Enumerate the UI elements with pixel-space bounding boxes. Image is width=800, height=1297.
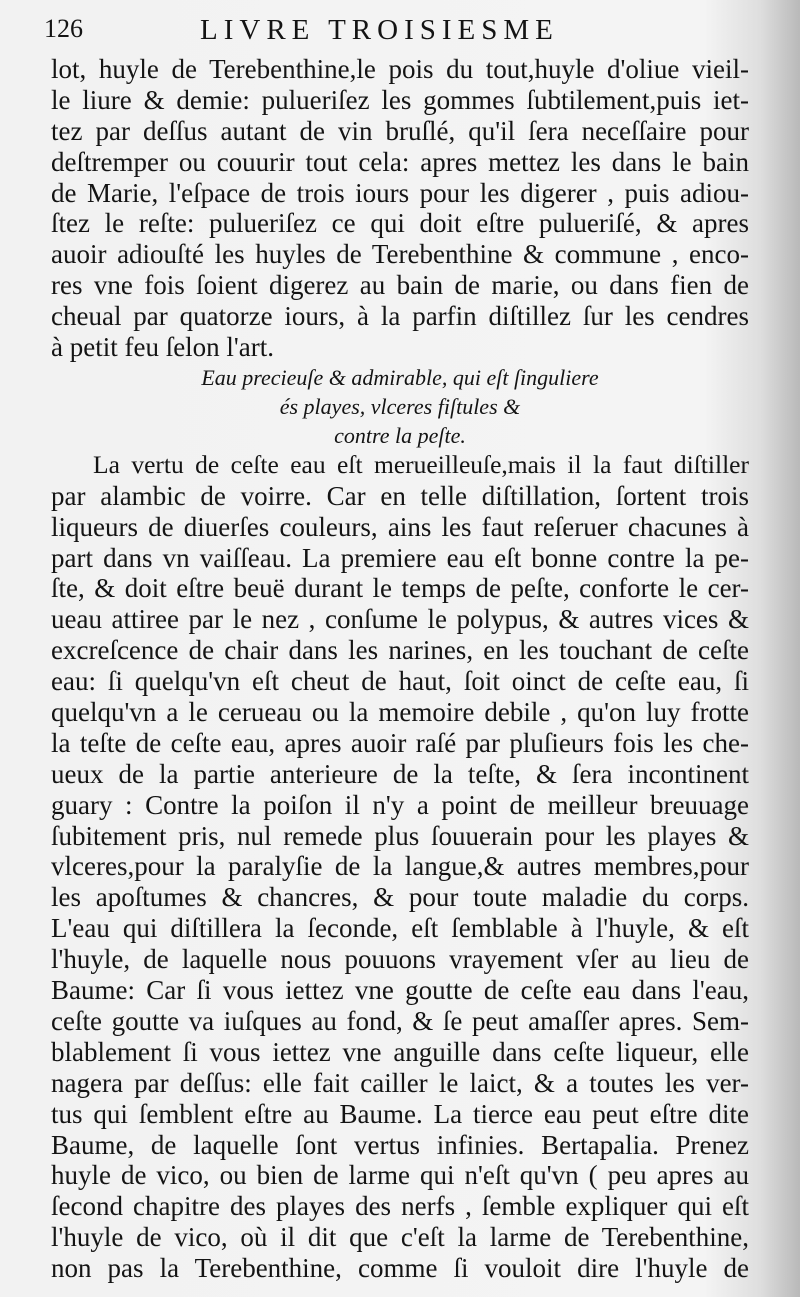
text-line: non pas la Terebenthine, comme ſi vouloit dire l'huyle de xyxy=(51,1253,749,1284)
section-heading-line: és playes, vlceres fiſtules & xyxy=(279,393,521,419)
text-line: deſtremper ou couurir tout cela: apres mettez les dans le bain xyxy=(51,146,749,177)
text-line: vlceres,pour la paralyſie de la langue,& autres membres,pour xyxy=(51,851,749,882)
text-line: tez par deſſus autant de vin bruſlé, qu'il ſera neceſſaire pour xyxy=(51,115,749,146)
text-line: cheual par quatorze iours, à la parfin diſtillez ſur les cendres xyxy=(51,301,749,332)
text-line: le liure & demie: pulueriſez les gommes ſubtilement,puis iet- xyxy=(51,84,749,115)
text-line: res vne fois ſoient digerez au bain de marie, ou dans fien de xyxy=(51,270,749,301)
text-line: les apoſtumes & chancres, & pour toute maladie du corps. xyxy=(51,882,749,913)
page-number: 126 xyxy=(44,14,83,43)
text-line: Baume: Car ſi vous iettez vne goutte de ceſte eau dans l'eau, xyxy=(51,975,749,1006)
body-text xyxy=(51,54,749,1284)
text-line: nagera par deſſus: elle fait cailler le laict, & a toutes les ver- xyxy=(51,1067,749,1098)
text-line: L'eau qui diſtillera la ſeconde, eſt ſemblable à l'huyle, & eſt xyxy=(51,913,749,944)
text-line: ueux de la partie anterieure de la teſte, & ſera incontinent xyxy=(51,758,749,789)
text-line: quelqu'vn a le cerueau ou la memoire debile , qu'on luy frotte xyxy=(51,697,749,728)
running-title: LIVRE TROISIESME xyxy=(200,14,559,46)
text-line: par alambic de voirre. Car en telle diſtillation, ſortent trois xyxy=(51,480,749,511)
text-line: la teſte de ceſte eau, apres auoir raſé par pluſieurs fois les che- xyxy=(51,727,749,758)
text-line: ſtez le reſte: pulueriſez ce qui doit eſtre pulueriſé, & apres xyxy=(51,208,749,239)
text-line: auoir adiouſté les huyles de Terebenthine & commune , enco- xyxy=(51,239,749,270)
text-line: guary : Contre la poiſon il n'y a point de meilleur breuuage xyxy=(51,789,749,820)
text-line: lot, huyle de Terebenthine,le pois du tout,huyle d'oliue vieil- xyxy=(51,54,749,84)
text-line: l'huyle, de laquelle nous pouuons vrayement vſer au lieu de xyxy=(51,944,749,975)
page-header xyxy=(44,14,760,50)
text-line: à petit feu ſelon l'art. xyxy=(51,332,275,363)
text-line: liqueurs de diuerſes couleurs, ains les faut reſeruer chacunes à xyxy=(51,511,749,542)
text-line: ceſte goutte va iuſques au fond, & ſe peut amaſſer apres. Sem- xyxy=(51,1005,749,1036)
text-line: l'huyle de vico, où il dit que c'eſt la larme de Terebenthine, xyxy=(51,1222,749,1253)
text-line: de Marie, l'eſpace de trois iours pour les digerer , puis adiou- xyxy=(51,177,749,208)
text-line: huyle de vico, ou bien de larme qui n'eſt qu'vn ( peu apres au xyxy=(51,1160,749,1191)
text-line: blablement ſi vous iettez vne anguille dans ceſte liqueur, elle xyxy=(51,1036,749,1067)
text-line: ſecond chapitre des playes des nerfs , ſemble expliquer qui eſt xyxy=(51,1191,749,1222)
text-line: ſubitement pris, nul remede plus ſouuerain pour les playes & xyxy=(51,820,749,851)
text-line: ſte, & doit eſtre beuë durant le temps de peſte, conforte le cer- xyxy=(51,573,749,604)
text-line: excreſcence de chair dans les narines, en les touchant de ceſte xyxy=(51,635,749,666)
text-line: tus qui ſemblent eſtre au Baume. La tierce eau peut eſtre dite xyxy=(51,1098,749,1129)
text-line: ueau attiree par le nez , conſume le polypus, & autres vices & xyxy=(51,604,749,635)
text-line: eau: ſi quelqu'vn eſt cheut de haut, ſoit oinct de ceſte eau, ſi xyxy=(51,666,749,697)
section-heading-line: Eau precieuſe & admirable, qui eſt ſinguliere xyxy=(201,364,599,390)
text-line: Baume, de laquelle ſont vertus infinies. Bertapalia. Prenez xyxy=(51,1129,749,1160)
text-line: part dans vn vaiſſeau. La premiere eau eſt bonne contre la pe- xyxy=(51,542,749,573)
section-heading-line: contre la peſte. xyxy=(334,422,466,448)
text-line: La vertu de ceſte eau eſt merueilleuſe,mais il la faut diſtiller xyxy=(93,449,749,479)
